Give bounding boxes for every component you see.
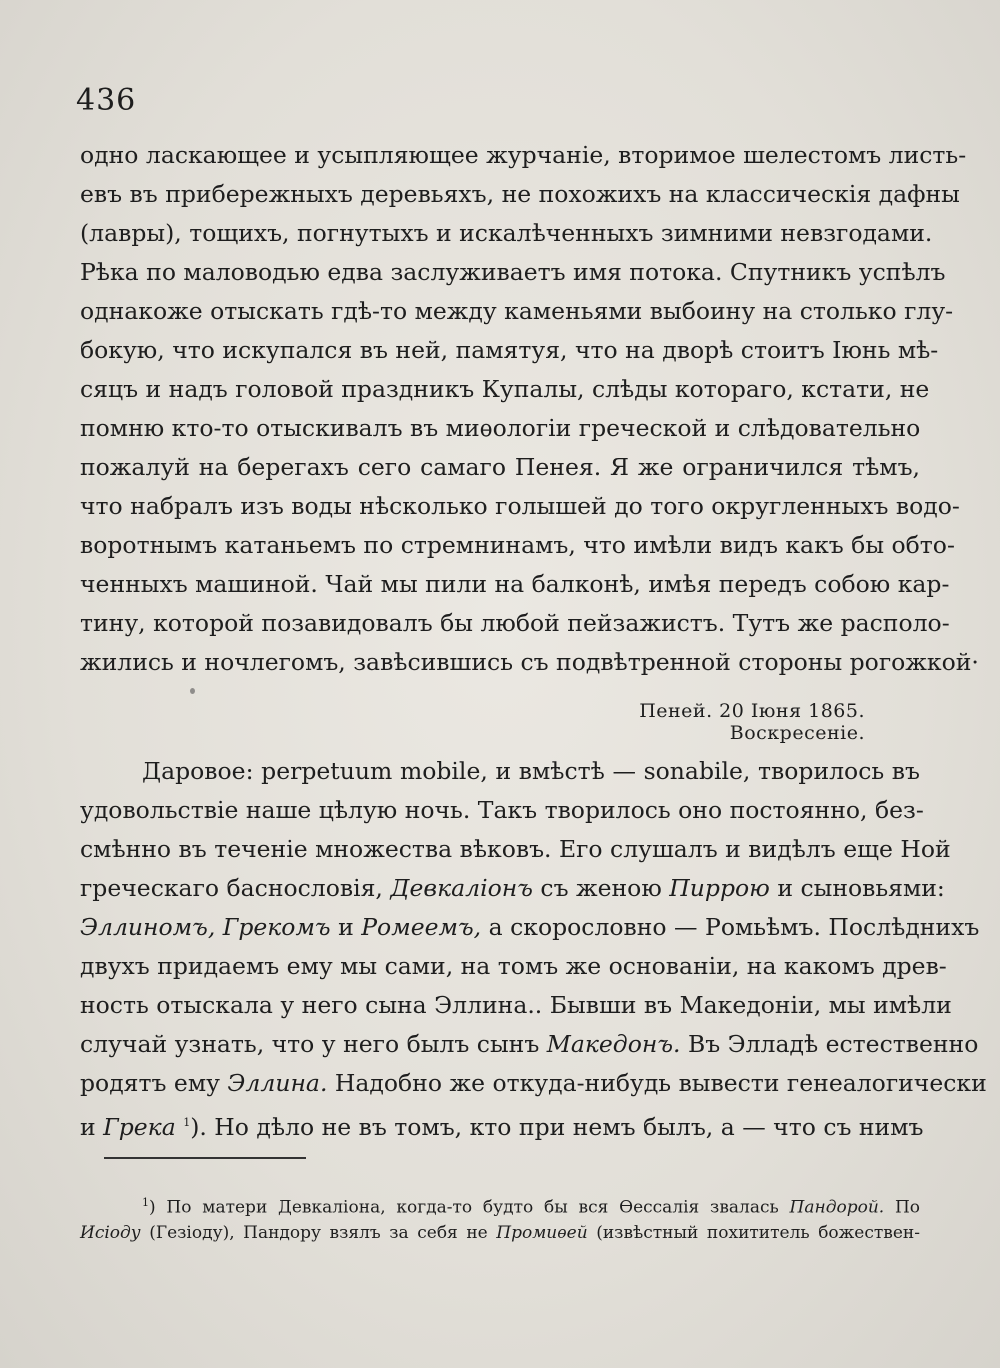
text-run: Надобно же откуда-нибудь вывести генеалогически [334, 1069, 987, 1097]
text-line [80, 1025, 979, 1064]
text-line: бокую, что искупался въ ней, памятуя, что на дворѣ стоитъ Іюнь мѣ- [80, 336, 939, 364]
text-line: Даровое: perpetuum mobile, и вмѣстѣ — sonabile, творилось въ [142, 757, 920, 785]
text-line: жились и ночлегомъ, завѣсившись съ подвѣтренной стороны рогожкой· [80, 648, 979, 676]
text-line: одно ласкающее и усыпляющее журчаніе, вторимое шелестомъ листь- [80, 141, 967, 169]
text-run: греческаго баснословія, [80, 874, 383, 902]
text-run: Въ Элладѣ естественно [687, 1030, 979, 1058]
name-pandora: Пандорой. [789, 1197, 885, 1218]
paragraph-2 [80, 752, 987, 1142]
footnote-reference[interactable]: 1 [183, 1116, 191, 1129]
footnote-marker: 1 [142, 1196, 149, 1209]
text-run: (извѣстный похититель божествен- [596, 1223, 920, 1243]
name-deucalion: Девкаліонъ [390, 874, 533, 902]
text-line: пожалуй на берегахъ сего самаго Пенея. Я же ограничился тѣмъ, [80, 453, 920, 481]
paragraph-1 [80, 136, 979, 682]
name-pyrrha: Пиррою [669, 874, 770, 902]
text-run: а скорословно — Ромьѣмъ. Послѣднихъ [488, 913, 980, 941]
text-line: ченныхъ машиной. Чай мы пили на балконѣ, имѣя передъ собою кар- [80, 570, 950, 598]
text-run: и [80, 1112, 96, 1141]
text-line: (лавры), тощихъ, погнутыхъ и искалѣченныхъ зимними невзгодами. [80, 219, 933, 247]
text-line: смѣнно въ теченіе множества вѣковъ. Его слушалъ и видѣлъ еще Ной [80, 835, 951, 863]
name-macedon: Македонъ. [546, 1030, 681, 1058]
text-line [80, 1064, 987, 1103]
footnote-line [80, 1218, 920, 1248]
text-run: и сыновьями: [777, 874, 945, 902]
names-hellen-graecus: Эллиномъ, Грекомъ [80, 913, 331, 941]
footnote-line [80, 1188, 920, 1218]
text-run: съ женою [540, 874, 662, 902]
footnote [80, 1188, 920, 1248]
text-line: Рѣка по маловодью едва заслуживаетъ имя потока. Спутникъ успѣлъ [80, 258, 946, 286]
text-run: (Гезіоду), Пандору взялъ за себя не [149, 1223, 488, 1243]
text-run: ). Но дѣло не въ томъ, кто при немъ былъ, а — что съ нимъ [190, 1112, 924, 1141]
text-run: По [894, 1197, 921, 1218]
text-run: случай узнать, что у него былъ сынъ [80, 1030, 540, 1058]
footnote-divider [104, 1157, 306, 1159]
text-line: что набралъ изъ воды нѣсколько голышей до того округленныхъ водо- [80, 492, 960, 520]
name-romaeus: Ромеемъ, [361, 913, 482, 941]
text-line: воротнымъ катаньемъ по стремнинамъ, что имѣли видъ какъ бы обто- [80, 531, 955, 559]
name-prometheus: Промиѳей [496, 1223, 588, 1243]
text-line: помню кто-то отыскивалъ въ миѳологіи греческой и слѣдовательно [80, 414, 921, 442]
text-line: удовольствіе наше цѣлую ночь. Такъ творилось оно постоянно, без- [80, 796, 924, 824]
paper-speck [190, 688, 195, 694]
text-line: двухъ придаемъ ему мы сами, на томъ же основаніи, на какомъ древ- [80, 952, 947, 980]
text-run: и [338, 913, 354, 941]
text-line: ность отыскала у него сына Эллина.. Бывши въ Македоніи, мы имѣли [80, 991, 952, 1019]
dateline: Пеней. 20 Іюня 1865. Воскресеніе. [639, 700, 865, 744]
text-run: родятъ ему [80, 1069, 220, 1097]
text-run: ) По матери Девкаліона, когда-то будто бы вся Ѳессалія звалась [149, 1197, 779, 1218]
text-line: однакоже отыскать гдѣ-то между каменьями выбоину на столько глу- [80, 297, 954, 325]
name-graecus: Грека [103, 1112, 176, 1141]
name-hellen: Эллина. [227, 1069, 328, 1097]
page-number: 436 [76, 83, 137, 118]
text-line: евъ въ прибережныхъ деревьяхъ, не похожихъ на классическія дафны [80, 180, 960, 208]
text-line [80, 869, 945, 908]
text-line [80, 1103, 924, 1142]
text-line: тину, которой позавидовалъ бы любой пейзажистъ. Тутъ же располо- [80, 609, 950, 637]
name-hesiod: Исіоду [80, 1223, 141, 1243]
text-line: сяцъ и надъ головой праздникъ Купалы, слѣды котораго, кстати, не [80, 375, 930, 403]
text-line [80, 908, 980, 947]
